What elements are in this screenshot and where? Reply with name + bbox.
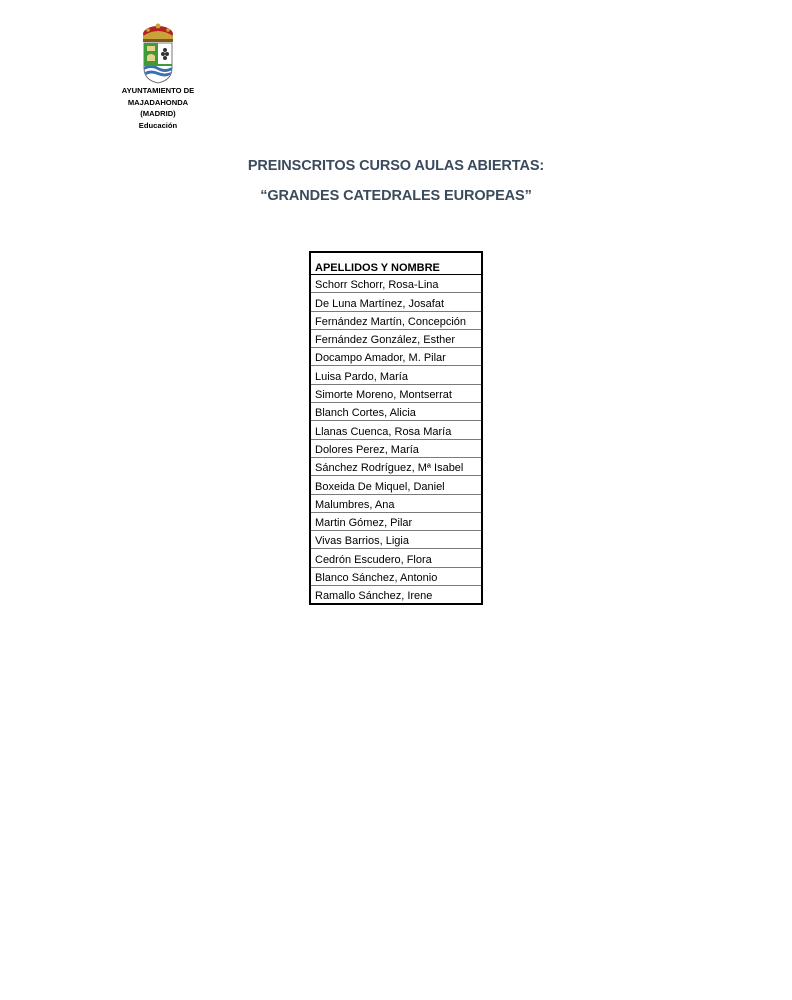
table-cell-name: Blanch Cortes, Alicia	[310, 403, 482, 421]
table-row	[310, 384, 482, 402]
coat-of-arms-icon	[138, 22, 178, 84]
table-cell-name: Luisa Pardo, María	[310, 366, 482, 384]
table-cell-name: Martin Gómez, Pilar	[310, 512, 482, 530]
table-row	[310, 494, 482, 512]
table-cell-name: Sánchez Rodríguez, Mª Isabel	[310, 457, 482, 475]
table-row	[310, 512, 482, 530]
table-cell-name: Simorte Moreno, Montserrat	[310, 384, 482, 402]
table-row	[310, 439, 482, 457]
table-cell-name: Ramallo Sánchez, Irene	[315, 590, 433, 603]
table-row	[310, 549, 482, 567]
table-row	[310, 403, 482, 421]
org-name-line3: (MADRID)	[140, 109, 176, 118]
table-cell-name: Fernández Martín, Concepción	[310, 311, 482, 329]
org-name-line2: MAJADAHONDA	[127, 97, 189, 107]
table-cell-name: Fernández González, Esther	[310, 329, 482, 347]
table-cell-name: Malumbres, Ana	[310, 494, 482, 512]
table-row	[310, 348, 482, 366]
table-cell-name: Docampo Amador, M. Pilar	[310, 348, 482, 366]
table-row	[310, 476, 482, 494]
table-row	[310, 329, 482, 347]
table-cell-name: Schorr Schorr, Rosa-Lina	[310, 275, 482, 293]
table-header-row	[310, 252, 482, 275]
document-titles	[0, 158, 792, 204]
table-cell-name: Blanco Sánchez, Antonio	[310, 567, 482, 585]
table-cell-name: De Luna Martínez, Josafat	[310, 293, 482, 311]
table-row	[310, 275, 482, 293]
table-cell-name: Llanas Cuenca, Rosa María	[310, 421, 482, 439]
enrollees-table	[309, 251, 483, 605]
table-row	[310, 531, 482, 549]
table-row	[310, 421, 482, 439]
table-row	[310, 293, 482, 311]
table-row	[310, 457, 482, 475]
table-cell-name: Boxeida De Miquel, Daniel	[310, 476, 482, 494]
letterhead	[112, 22, 204, 131]
table-cell-name: Cedrón Escudero, Flora	[310, 549, 482, 567]
table-row	[310, 586, 482, 605]
table-cell-name: Dolores Perez, María	[310, 439, 482, 457]
table-row	[310, 567, 482, 585]
document-title: PREINSCRITOS CURSO AULAS ABIERTAS:	[247, 158, 545, 174]
column-header-name: APELLIDOS Y NOMBRE	[310, 252, 482, 275]
table-cell-name: Vivas Barrios, Ligia	[310, 531, 482, 549]
table-row	[310, 311, 482, 329]
department-name: Educación	[138, 120, 178, 130]
document-subtitle: “GRANDES CATEDRALES EUROPEAS”	[260, 188, 532, 204]
table-row	[310, 366, 482, 384]
org-name-line1: AYUNTAMIENTO DE	[121, 86, 195, 95]
